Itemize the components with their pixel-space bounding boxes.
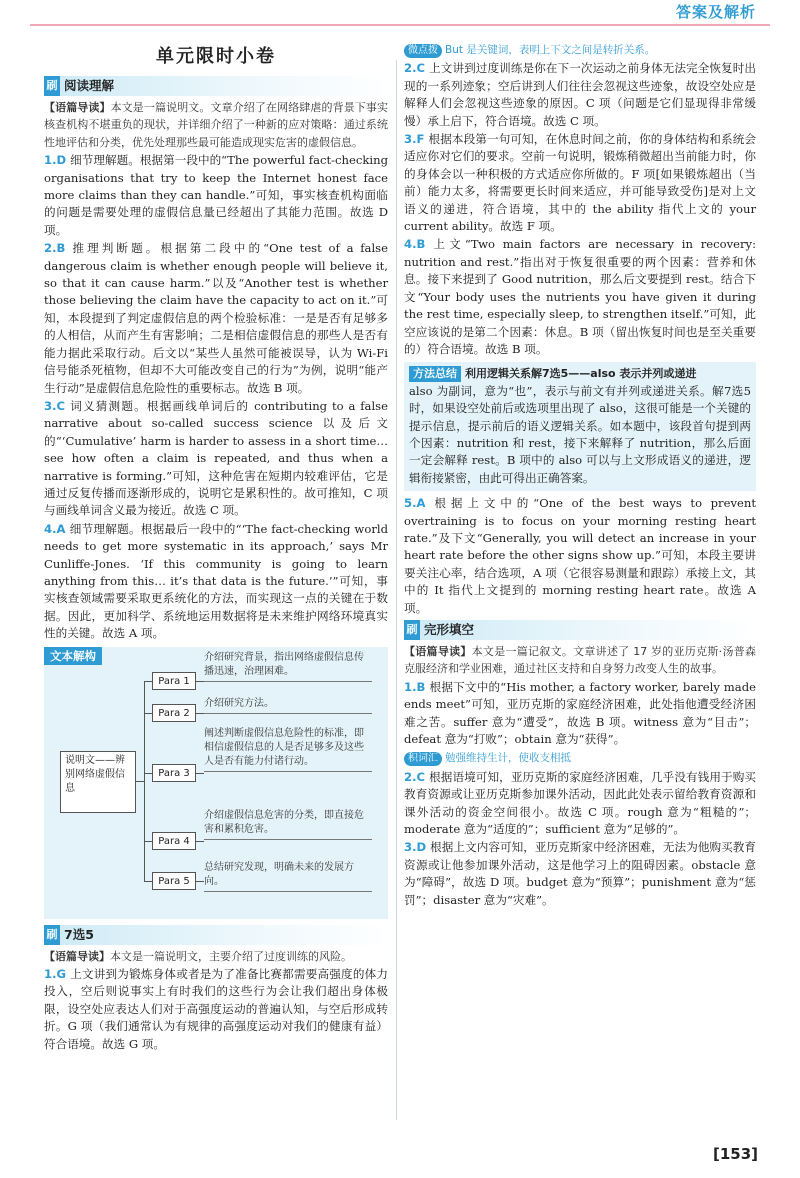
answer-letter: C [416, 769, 425, 784]
page-number: [153] [712, 1145, 758, 1163]
answer-letter: C [56, 398, 65, 413]
answer-number: 1.B [404, 679, 426, 694]
cloze-intro [404, 643, 756, 678]
vocab-text: 勉强维持生计，使收支相抵 [445, 752, 571, 765]
answer-item [404, 60, 756, 130]
section-cloze [404, 620, 756, 640]
vocab-label: 积词汇 [404, 752, 442, 766]
answer-number: 4.B [404, 237, 426, 252]
answer-item [44, 398, 388, 520]
answer-item [404, 236, 756, 358]
answer-text: 细节理解题。根据第一段中的“The powerful fact-checking organisations that try to keep the Internet honest face more claims than they can handle.”可知，事实核查机构面临的问题是需要处理的虚假信息量已经超出了其能力范围。故选 D 项。 [44, 153, 388, 237]
answer-text: 上文“Two main factors are necessary in recovery: nutrition and rest.”指出对于恢复很重要的两个因素：营养和休息。接下来提到了 Good nutrition，那么后文要提到 rest。结合下文“Your body uses the nutrients you have given it during the rest time, especially sleep, to strengthen itself.”可知，此空应该说的是第二个因素：休息。B 项（留出恢复时间也是至关重要的）符合语境。故选 B 项。 [404, 237, 756, 356]
section-title: 阅读理解 [64, 78, 115, 94]
diagram-root: 说明文——辨别网络虚假信息 [60, 751, 136, 813]
diagram-para-3: Para 3 [152, 764, 196, 782]
method-text: also 为副词，意为“也”，表示与前文有并列或递进关系。解7选5时，如果设空处前后或选项里出现了 also，这很可能是一个关键的提示信息，提示前后的语义逻辑关系。如本题中，该段首句提到两个因素：nutrition 和 rest，接下来解释了 nutrition，那么后面一定会解释 rest。B 项中的 also 可以与上文形成语义的递进，逻辑衔接紧密，由此可得出正确答案。 [409, 383, 751, 485]
answer-letter: B [416, 237, 426, 252]
answer-letter: G [56, 967, 67, 981]
intro-text: 本文是一篇说明文，主要介绍了过度训练的风险。 [110, 949, 352, 963]
answer-item [44, 966, 388, 1051]
seven-intro [44, 948, 388, 965]
answer-item [404, 769, 756, 839]
answer-text: 根据上文中的“One of the best ways to prevent overtraining is to focus on your morning resting heart rate.”及下文“Generally, you will detect an increase in your heart rate before the other signs show up.”可知，本段主要讲要关注心率，结合选项，A 项（它很容易测量和跟踪）承接上文，其中的 It 指代上文提到的 morning resting heart rate。故选 A 项。 [404, 496, 756, 615]
connector [196, 881, 204, 882]
answer-number: 3.F [404, 132, 425, 147]
section-tag-icon: 刷 [44, 76, 60, 96]
answer-continuation [404, 41, 756, 59]
answer-number: 1.G [44, 967, 67, 981]
method-heading: 利用逻辑关系解7选5——also 表示并列或递进 [465, 367, 697, 381]
connector [144, 713, 152, 714]
answer-item [404, 679, 756, 749]
column-separator [396, 60, 397, 1120]
connector [196, 713, 204, 714]
reading-intro [44, 99, 388, 151]
section-title: 7选5 [64, 926, 94, 942]
section-reading [44, 76, 388, 96]
answer-text: 上文讲到为锻炼身体或者是为了准备比赛都需要高强度的体力投入，空后则说事实上有时我们的这些行为会让我们超出身体极限，设空处应表达人们对于高强度运动的普遍认知，与空后形成转折。G 项（我们通常认为有规律的高强度运动对我们的健康有益）符合语境。故选 G 项。 [44, 967, 388, 1051]
intro-label: 【语篇导读】 [44, 949, 110, 963]
answer-number: 2.C [404, 61, 425, 76]
section-tag-icon: 刷 [404, 620, 420, 640]
answer-number: 5.A [404, 496, 426, 511]
answer-item [44, 240, 388, 397]
section-tag-icon: 刷 [44, 925, 60, 945]
answer-letter: A [56, 521, 66, 536]
connector [144, 841, 152, 842]
tip-text: But 是关键词，表明上下文之间是转折关系。 [445, 44, 656, 56]
diagram-title: 文本解构 [44, 647, 102, 665]
method-label: 方法总结 [409, 366, 461, 382]
connector [196, 681, 204, 682]
connector [196, 773, 204, 774]
diagram-para-1: Para 1 [152, 672, 196, 690]
connector [196, 841, 204, 842]
answer-item [404, 131, 756, 235]
answer-item [404, 495, 756, 617]
answer-letter: B [56, 241, 66, 256]
vocab-note [404, 752, 571, 764]
answer-text: 细节理解题。根据最后一段中的“‘The fact-checking world needs to get more systematic in its approach,’ says Mr Cunliffe-Jones. ‘If this community is going to learn anything from this… it’s that data is the future.’”可知，事实核查领域需要采取更系统化的方法，而实现这一点的关键在于数据。因此，更加科学、系统地运用数据将是未来维护网络环境真实性的关键。故选 A 项。 [44, 521, 388, 641]
answer-text: 根据下文中的“His mother, a factory worker, barely made ends meet”可知，亚历克斯的家庭经济困难，此处指他遭受经济困难之苦。suffer 意为“遭受”，故选 B 项。witness 意为“目击”；defeat 意为“打败”；obtain 意为“获得”。 [404, 679, 756, 747]
connector [144, 773, 152, 774]
answer-number: 1.D [44, 153, 67, 168]
answer-item [44, 152, 388, 239]
answer-text: 根据上文内容可知，亚历克斯家中经济困难，无法为他购买教育资源或让他参加课外活动，这是他学习上的阻碍因素。obstacle 意为“障碍”，故选 D 项。budget 意为“预算”；punishment 意为“惩罚”；disaster 意为“灾难”。 [404, 840, 756, 907]
answer-letter: D [56, 153, 67, 168]
answer-text: 推理判断题。根据第二段中的“One test of a false dangerous claim is whether enough people will believe it, so that it can cause harm.”以及“Another test is whether those believing the claim have the capacity to act on it.”可知，本段提到了判定虚假信息的两个检验标准：一是是否有足够多的人相信，从而产生有害影响；二是相信虚假信息的那些人是否有能力据此采取行动。后文以“某些人虽然可能被误导，认为 Wi-Fi 信号能杀死植物，但却不大可能改变自己的行为”为例，说明“能产生行动”是虚假信息危险性的重要标志。故选 B 项。 [44, 241, 388, 395]
intro-text: 本文是一篇说明文。文章介绍了在网络肆虐的背景下事实核查机构不堪重负的现状，并详细介绍了一种新的应对策略：通过系统性地评估和分类，优先处理那些最可能造成现实危害的虚假信息。 [44, 101, 389, 149]
text-structure-diagram [44, 647, 388, 919]
tip-note [404, 44, 655, 56]
connector [144, 681, 145, 881]
page-title: 单元限时小卷 [156, 46, 276, 67]
answer-text: 根据语境可知，亚历克斯的家庭经济困难，几乎没有钱用于购买教育资源或让亚历克斯参加课外活动，因此此处表示留给教育资源和课外活动的资金空间很小。故选 C 项。rough 意为“粗糙的”；moderate 意为“适度的”；sufficient 意为“足够的”。 [404, 769, 756, 837]
header-rule [30, 24, 770, 26]
vocab-note-line [404, 749, 756, 767]
diagram-desc-2: 介绍研究方法。 [204, 697, 372, 714]
answer-letter: D [416, 840, 427, 855]
connector [144, 681, 152, 682]
intro-label: 【语篇导读】 [404, 645, 472, 658]
header-title: 答案及解析 [675, 3, 756, 21]
answer-number: 4.A [44, 521, 66, 536]
section-seven-choose-five [44, 925, 388, 945]
answer-number: 3.C [44, 398, 65, 413]
connector [144, 881, 152, 882]
intro-text: 本文是一篇记叙文。文章讲述了 17 岁的亚历克斯·汤普森克服经济和学业困难，通过社区支持和自身努力改变人生的故事。 [404, 645, 756, 676]
answer-letter: C [416, 61, 425, 76]
section-title: 完形填空 [424, 622, 475, 638]
diagram-desc-5: 总结研究发现，明确未来的发展方向。 [204, 861, 372, 892]
right-column [404, 40, 756, 909]
answer-number: 3.D [404, 840, 427, 855]
answer-number: 2.C [404, 769, 425, 784]
diagram-desc-4: 介绍虚假信息危害的分类，即直接危害和累积危害。 [204, 809, 372, 840]
answer-text: 根据本段第一句可知，在休息时间之前，你的身体结构和系统会适应你对它们的要求。空前一句说明，锻炼稍微超出当前能力时，你的身体会以一种积极的方式适应你所做的。F 项[如果锻炼超出（当前）能力太多，将需要更长时间来适应，并可能导致受伤]是对上文语义的递进，符合语境，其中的 the ability 指代上文的 your current ability。故选 F 项。 [404, 132, 756, 234]
answer-number: 2.B [44, 241, 66, 256]
answer-letter: B [416, 679, 426, 694]
connector [136, 781, 144, 782]
diagram-para-2: Para 2 [152, 704, 196, 722]
left-column [44, 34, 389, 1051]
answer-letter: F [416, 132, 425, 147]
method-summary-box [404, 362, 756, 491]
diagram-para-5: Para 5 [152, 872, 196, 890]
answer-item [404, 839, 756, 909]
tip-label: 微点拨 [404, 44, 442, 58]
answer-text: 上文讲到过度训练是你在下一次运动之前身体无法完全恢复时出现的一系列迹象；空后讲到人们往往会忽视这些迹象，故设空处应是解释人们会忽视这些迹象的原因。C 项（问题是它们显现得非常缓慢）承上启下，符合语境。故选 C 项。 [404, 61, 756, 128]
answer-letter: A [416, 496, 426, 511]
diagram-desc-3: 阐述判断虚假信息危险性的标准，即相信虚假信息的人是否足够多及这些人是否有能力付诸行动。 [204, 727, 372, 772]
diagram-desc-1: 介绍研究背景，指出网络虚假信息传播迅速，治理困难。 [204, 651, 372, 682]
answer-item [44, 521, 388, 643]
answer-text: 词义猜测题。根据画线单词后的 contributing to a false narrative about so-called success science 以及后文的“‘Cumulative’ harm is harder to assess in a short time… see how often a claim is repeated, and thus when a narrative is forming.”可知，这种危害在短期内较难评估，它是通过反复传播而逐渐形成的，说明它是累积性的。故可推知，C 项与画线单词含义最为接近。故选 C 项。 [44, 398, 388, 518]
top-bar [0, 0, 800, 34]
diagram-para-4: Para 4 [152, 832, 196, 850]
intro-label: 【语篇导读】 [44, 101, 111, 114]
